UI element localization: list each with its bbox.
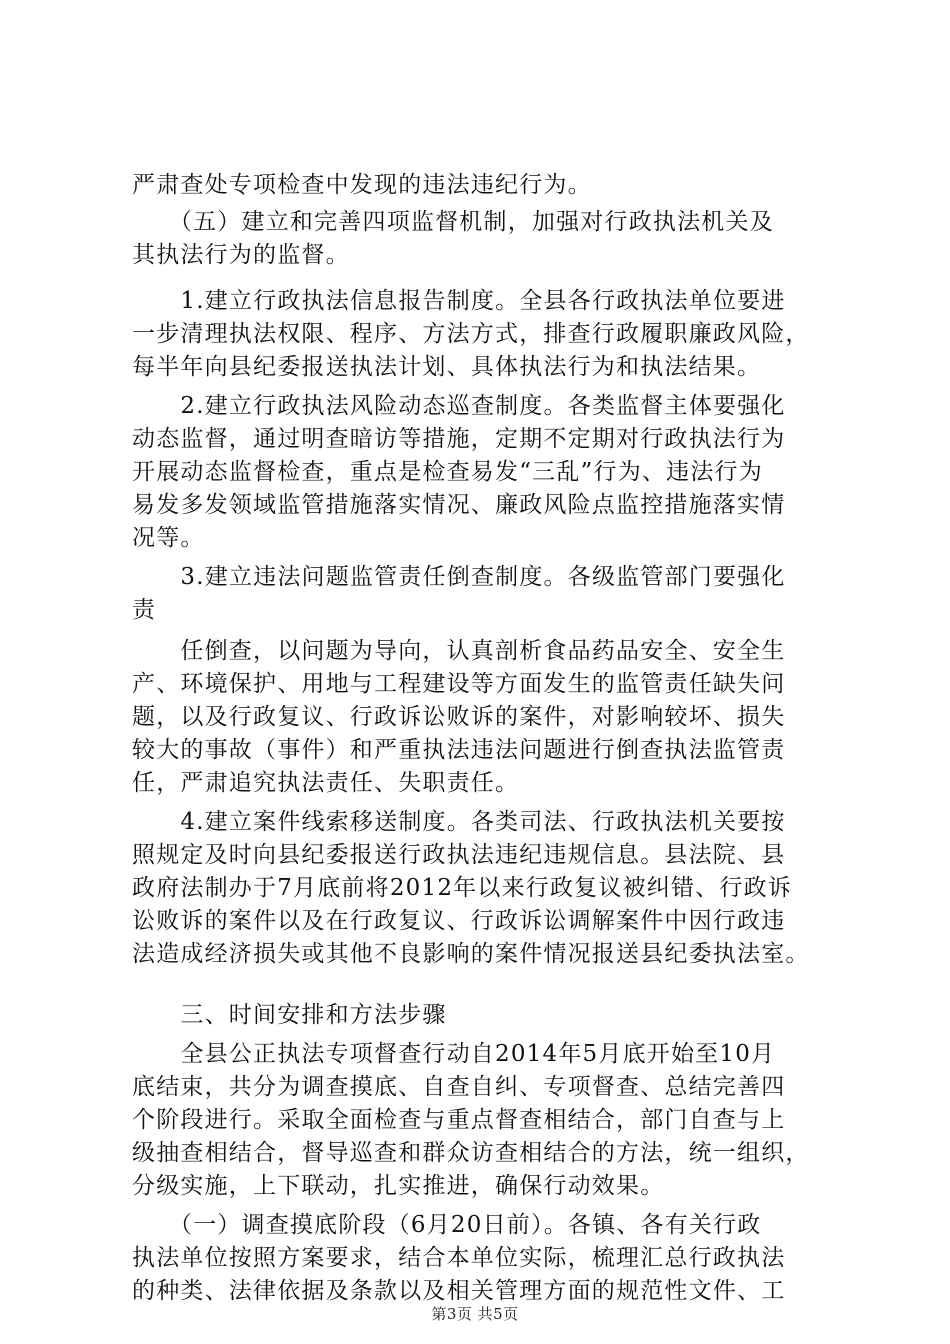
- body-text-line: 的种类、法律依据及条款以及相关管理方面的规范性文件、工: [132, 1278, 786, 1304]
- body-text-line: 题，以及行政复议、行政诉讼败诉的案件，对影响较坏、损失: [132, 704, 786, 730]
- body-text-line: 开展动态监督检查，重点是检查易发“三乱”行为、违法行为: [132, 459, 763, 485]
- body-text-line: 级抽查相结合，督导巡查和群众访查相结合的方法，统一组织，: [132, 1140, 810, 1166]
- body-text-line: 2.建立行政执法风险动态巡查制度。各类监督主体要强化: [132, 393, 786, 419]
- body-text-line: 严肃查处专项检查中发现的违法违纪行为。: [132, 172, 592, 198]
- body-text-line: 动态监督，通过明查暗访等措施，定期不定期对行政执法行为: [132, 426, 786, 452]
- body-text-line: 任，严肃追究执法责任、失职责任。: [132, 770, 520, 796]
- body-text-line: 照规定及时向县纪委报送行政执法违纪违规信息。县法院、县: [132, 842, 786, 868]
- body-text-line: 1.建立行政执法信息报告制度。全县各行政执法单位要进: [132, 288, 786, 314]
- body-text-line: 其执法行为的监督。: [132, 242, 350, 268]
- body-text-line: 个阶段进行。采取全面检查与重点督查相结合，部门自查与上: [132, 1107, 786, 1133]
- body-text-line: 分级实施，上下联动，扎实推进，确保行动效果。: [132, 1173, 665, 1199]
- body-text-line: 一步清理执法权限、程序、方法方式，排查行政履职廉政风险，: [132, 321, 810, 347]
- body-text-line: 全县公正执法专项督查行动自2014年5月底开始至10月: [132, 1041, 776, 1067]
- body-text-line: 责: [132, 597, 157, 623]
- page-footer: 第3页 共5页: [431, 1305, 519, 1323]
- body-text-line: 4.建立案件线索移送制度。各类司法、行政执法机关要按: [132, 809, 786, 835]
- body-text-line: 较大的事故（事件）和严重执法违法问题进行倒查执法监管责: [132, 737, 786, 763]
- body-text-line: 3.建立违法问题监管责任倒查制度。各级监管部门要强化: [132, 564, 786, 590]
- body-text-line: 每半年向县纪委报送执法计划、具体执法行为和执法结果。: [132, 354, 762, 380]
- body-text-line: 底结束，共分为调查摸底、自查自纠、专项督查、总结完善四: [132, 1074, 786, 1100]
- body-text-line: 任倒查，以问题为导向，认真剖析食品药品安全、安全生: [132, 638, 786, 664]
- body-text-line: 法造成经济损失或其他不良影响的案件情况报送县纪委执法室。: [132, 941, 810, 967]
- body-text-line: （五）建立和完善四项监督机制，加强对行政执法机关及: [132, 209, 774, 235]
- section-heading: 三、时间安排和方法步骤: [132, 1002, 447, 1028]
- body-text-line: 执法单位按照方案要求，结合本单位实际，梳理汇总行政执法: [132, 1245, 786, 1271]
- body-text-line: 政府法制办于7月底前将2012年以来行政复议被纠错、行政诉: [132, 875, 792, 901]
- body-text-line: 产、环境保护、用地与工程建设等方面发生的监管责任缺失问: [132, 671, 786, 697]
- body-text-line: （一）调查摸底阶段（6月20日前）。各镇、各有关行政: [132, 1212, 762, 1238]
- body-text-line: 易发多发领域监管措施落实情况、廉政风险点监控措施落实情: [132, 492, 786, 518]
- body-text-line: 讼败诉的案件以及在行政复议、行政诉讼调解案件中因行政违: [132, 908, 786, 934]
- body-text-line: 况等。: [132, 525, 205, 551]
